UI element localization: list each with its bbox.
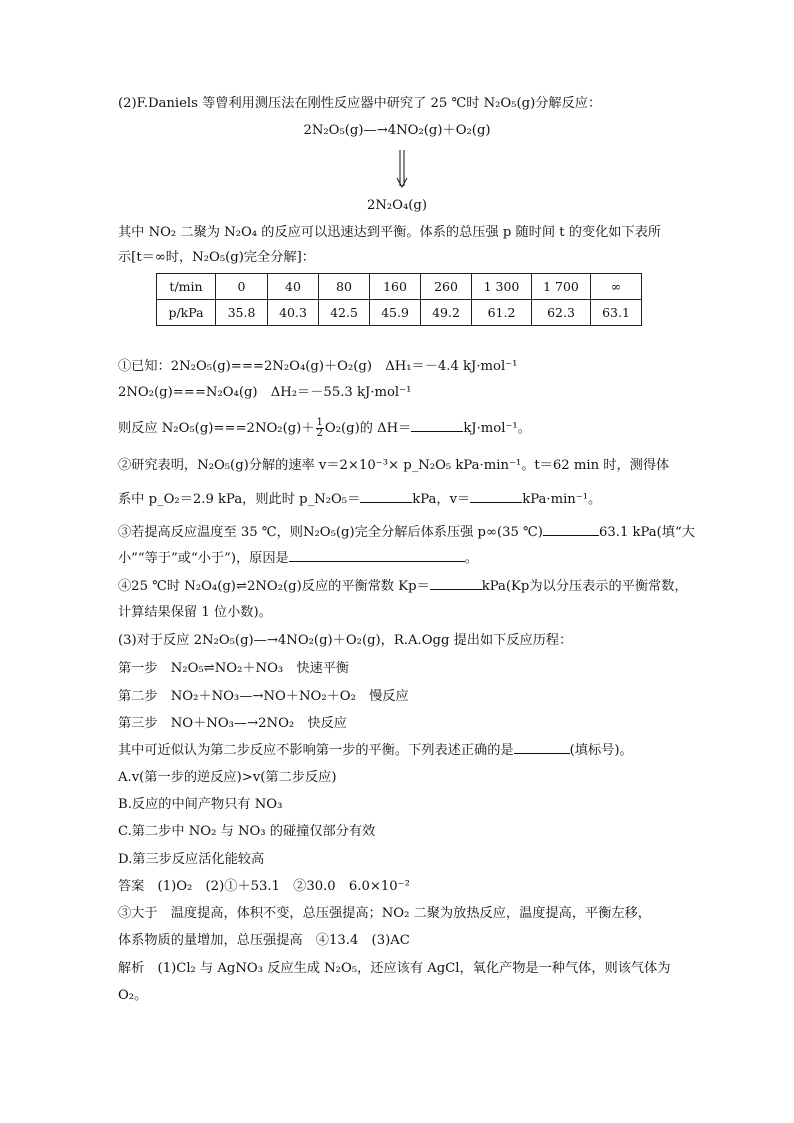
table-cell: 160 <box>370 274 421 300</box>
one-half-fraction: $\frac{1}{2}$ <box>316 417 323 439</box>
answer-blank[interactable] <box>360 490 412 503</box>
part3-step1: 第一步 N₂O₅⇌NO₂＋NO₃ 快速平衡 <box>118 661 350 676</box>
q4-line2: 计算结果保留 1 位小数)。 <box>118 605 272 620</box>
q4-line1: ④25 ℃时 N₂O₄(g)⇌2NO₂(g)反应的平衡常数 Kp＝ kPa(Kp为以分压表示的平衡常数， <box>118 579 688 594</box>
answer-blank[interactable] <box>411 419 463 432</box>
table-cell: 61.2 <box>472 300 532 326</box>
reaction-main: 2N₂O₅(g)—→4NO₂(g)＋O₂(g) <box>303 123 491 138</box>
row-label-t: t/min <box>157 274 216 300</box>
table-cell: 0 <box>216 274 268 300</box>
answer-blank[interactable] <box>470 490 522 503</box>
answer-blank[interactable] <box>514 741 570 754</box>
q2-line2: 系中 p_O₂＝2.9 kPa，则此时 p_N₂O₅＝ kPa，v＝ kPa·min⁻¹。 <box>118 492 602 507</box>
row-label-p: p/kPa <box>157 300 216 326</box>
answer-blank[interactable] <box>430 577 482 590</box>
reaction-dimer: 2N₂O₄(g) <box>366 198 428 213</box>
answer-line2: ③大于 温度提高，体积不变，总压强提高；NO₂ 二聚为放热反应，温度提高，平衡左移， <box>118 906 651 921</box>
answer-line1: 答案 (1)O₂ (2)①＋53.1 ②30.0 6.0×10⁻² <box>118 879 410 894</box>
q3-line2: 小”“等于”或“小于”)，原因是 。 <box>118 551 478 566</box>
option-a: A.v(第一步的逆反应)>v(第二步反应) <box>118 770 337 785</box>
q1-line1: ①已知：2N₂O₅(g)===2N₂O₄(g)＋O₂(g) ΔH₁＝－4.4 kJ·mol⁻¹ <box>118 359 518 374</box>
answer-blank[interactable] <box>289 549 465 562</box>
table-cell: 62.3 <box>532 300 591 326</box>
equilibrium-down-arrow-icon <box>396 150 408 188</box>
table-cell: 1 300 <box>472 274 532 300</box>
option-d: D.第三步反应活化能较高 <box>118 852 265 867</box>
q3-line1: ③若提高反应温度至 35 ℃，则N₂O₅(g)完全分解后体系压强 p∞(35 ℃) 63.1 kPa(填“大 <box>118 525 695 540</box>
option-c: C.第二步中 NO₂ 与 NO₃ 的碰撞仅部分有效 <box>118 824 376 839</box>
table-row <box>157 300 642 326</box>
table-row <box>157 274 642 300</box>
pressure-time-table <box>156 273 642 326</box>
table-cell: 63.1 <box>591 300 642 326</box>
table-cell: 1 700 <box>532 274 591 300</box>
table-cell: 35.8 <box>216 300 268 326</box>
table-cell: ∞ <box>591 274 642 300</box>
table-cell: 42.5 <box>319 300 370 326</box>
part3-question: 其中可近似认为第二步反应不影响第一步的平衡。下列表述正确的是 (填标号)。 <box>118 743 633 758</box>
analysis-line1: 解析 (1)Cl₂ 与 AgNO₃ 反应生成 N₂O₅，还应该有 AgCl，氧化产物是一种气体，则该气体为 <box>118 961 671 976</box>
intro-line: (2)F.Daniels 等曾利用测压法在刚性反应器中研究了 25 ℃时 N₂O₅(g)分解反应： <box>118 96 602 111</box>
table-cell: 260 <box>421 274 472 300</box>
q1-line2: 2NO₂(g)===N₂O₄(g) ΔH₂＝－55.3 kJ·mol⁻¹ <box>118 385 412 400</box>
q1-line3: 则反应 N₂O₅(g)===2NO₂(g)＋ $\frac{1}{2}$ O₂(g)的 ΔH＝ kJ·mol⁻¹。 <box>118 417 531 439</box>
table-cell: 40.3 <box>268 300 319 326</box>
part3-step2: 第二步 NO₂＋NO₃—→NO＋NO₂＋O₂ 慢反应 <box>118 689 409 704</box>
q2-line1: ②研究表明，N₂O₅(g)分解的速率 v＝2×10⁻³× p_N₂O₅ kPa·min⁻¹。t＝62 min 时，测得体 <box>118 458 670 473</box>
answer-line3: 体系物质的量增加，总压强提高 ④13.4 (3)AC <box>118 933 410 948</box>
part3-intro: (3)对于反应 2N₂O₅(g)—→4NO₂(g)＋O₂(g)，R.A.Ogg 提出如下反应历程： <box>118 633 573 648</box>
analysis-line2: O₂。 <box>118 988 148 1003</box>
table-cell: 40 <box>268 274 319 300</box>
table-cell: 80 <box>319 274 370 300</box>
answer-blank[interactable] <box>543 523 599 536</box>
table-cell: 49.2 <box>421 300 472 326</box>
option-b: B.反应的中间产物只有 NO₃ <box>118 797 283 812</box>
table-cell: 45.9 <box>370 300 421 326</box>
para1-line2: 示[t＝∞时，N₂O₅(g)完全分解]： <box>118 250 315 265</box>
para1-line1: 其中 NO₂ 二聚为 N₂O₄ 的反应可以迅速达到平衡。体系的总压强 p 随时间 t 的变化如下表所 <box>118 225 662 240</box>
part3-step3: 第三步 NO＋NO₃—→2NO₂ 快反应 <box>118 716 347 731</box>
